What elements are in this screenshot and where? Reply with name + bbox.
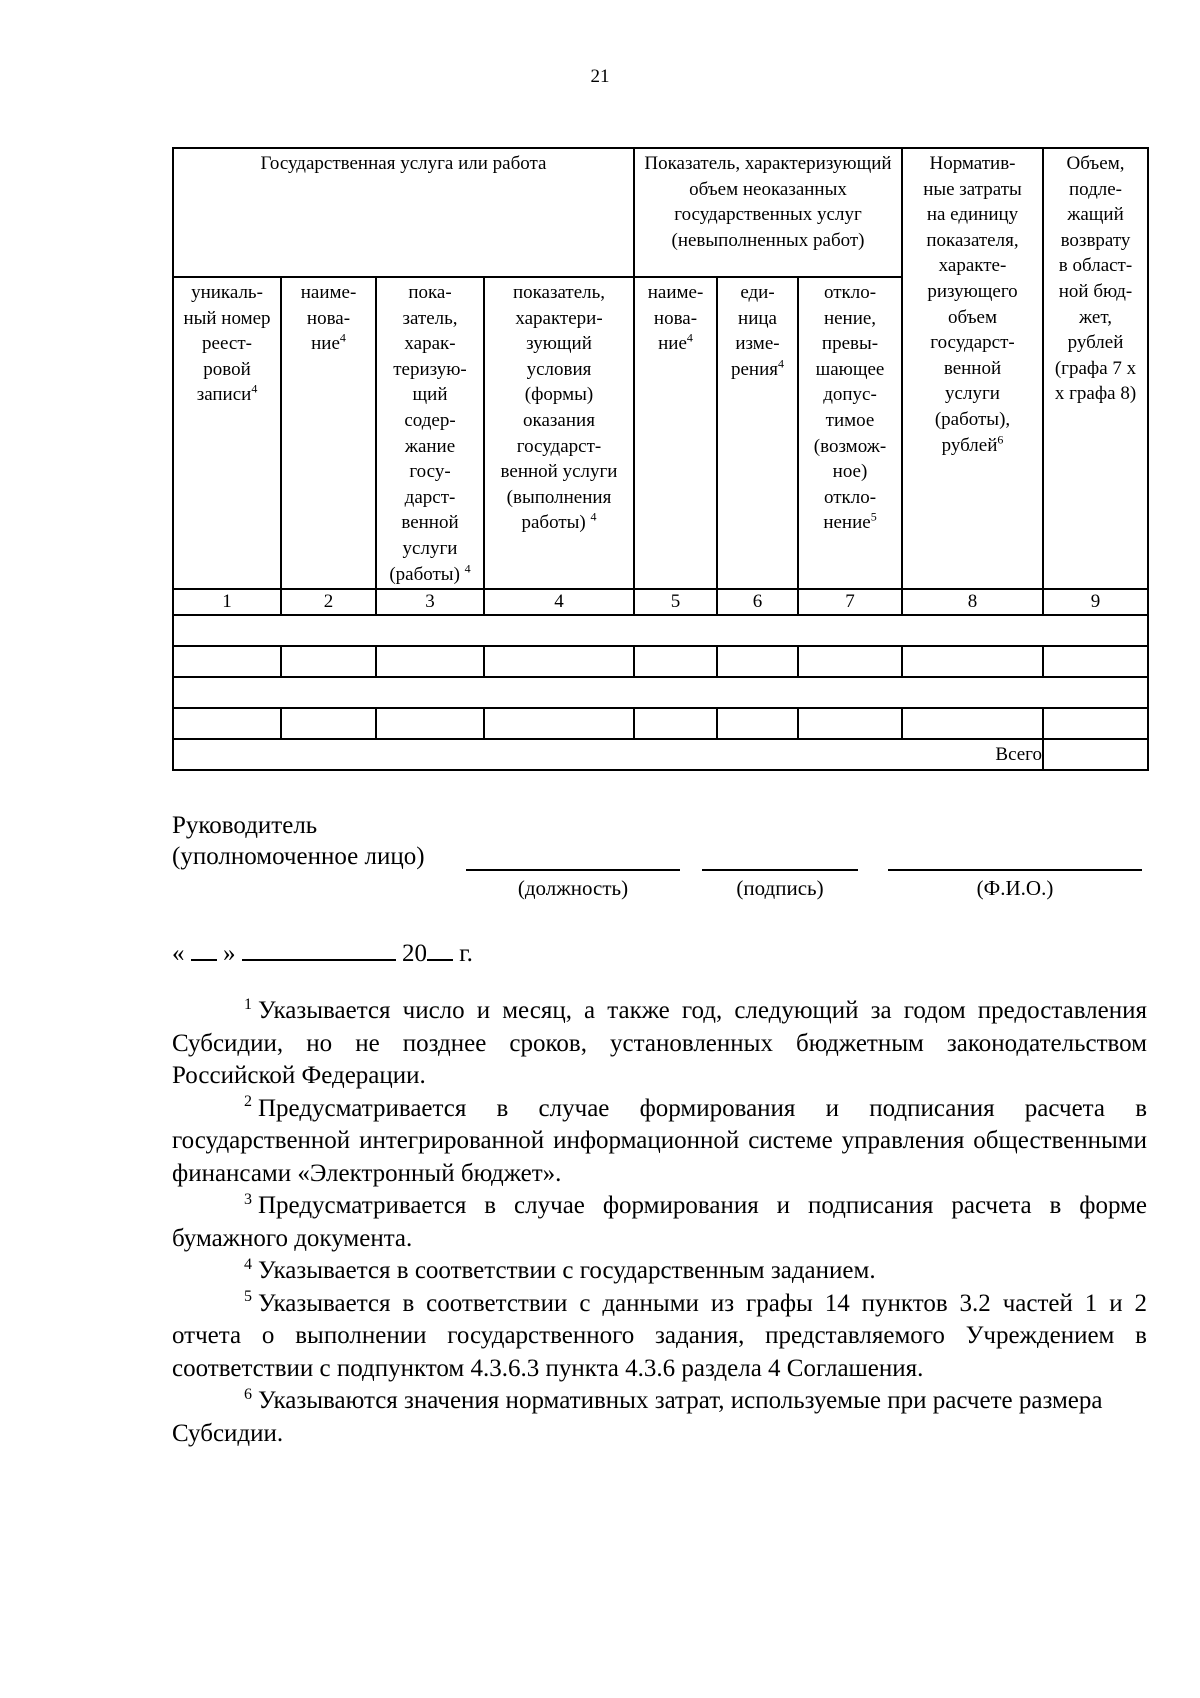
footnote-ref: 4 — [464, 561, 471, 576]
year-suffix: г. — [459, 940, 473, 967]
empty-cell — [798, 646, 902, 677]
column-number: 7 — [798, 589, 902, 615]
position-caption: (должность) — [517, 876, 629, 900]
footnote — [172, 1093, 1147, 1191]
date-open-quote: « — [172, 940, 185, 967]
header-text: наиме- нова- ние — [647, 282, 704, 355]
column-number: 1 — [173, 589, 281, 615]
empty-cell — [281, 646, 376, 677]
footnote-number: 5 — [244, 1288, 252, 1306]
header-service-group: Государственная услуга или работа — [173, 148, 634, 277]
header-text: пока- затель, харак- теризую- щий содер- жание госу- дарст- венной услуги (работы) — [389, 282, 467, 585]
empty-cell — [717, 708, 798, 739]
footnote-text: Предусматривается в случае формирования и подписания расчета в форме бумажного документа. — [172, 1192, 1147, 1252]
footnote-number: 6 — [244, 1385, 252, 1403]
empty-cell — [173, 708, 281, 739]
header-content-indicator — [376, 277, 484, 589]
empty-cell — [484, 708, 634, 739]
footnote — [172, 995, 1147, 1093]
header-deviation — [798, 277, 902, 589]
column-number: 9 — [1043, 589, 1148, 615]
footnote-ref: 4 — [590, 510, 597, 525]
header-service-name — [281, 277, 376, 589]
header-norm-costs — [902, 148, 1043, 589]
header-norm-costs-text: Норматив- ные затраты на единицу показателя, характе- ризующего объем государст- венной услуги (работы), рублей — [923, 153, 1022, 456]
footnote-ref: 4 — [251, 382, 258, 397]
table-row — [173, 646, 1148, 677]
footnote-ref: 5 — [870, 510, 877, 525]
empty-cell — [376, 708, 484, 739]
header-registry-number — [173, 277, 281, 589]
empty-cell — [1043, 708, 1148, 739]
empty-cell — [902, 708, 1043, 739]
footnote-text: Указывается в соответствии с данными из графы 14 пунктов 3.2 частей 1 и 2 отчета о выполнении государственного задания, представляемого Учреждением в соответствии с подпунктом 4.3.6.3 пункта 4.3.6 раздела 4 Соглашения. — [172, 1289, 1147, 1382]
column-number: 6 — [717, 589, 798, 615]
signatory-subtitle: (уполномоченное лицо) — [172, 843, 425, 870]
header-unit — [717, 277, 798, 589]
header-indicator-name — [634, 277, 717, 589]
footnote-ref: 6 — [997, 432, 1004, 447]
footnote — [172, 1385, 1147, 1450]
empty-cell — [902, 646, 1043, 677]
column-number: 8 — [902, 589, 1043, 615]
year-prefix: 20 — [402, 940, 427, 967]
footnote-text: Указываются значения нормативных затрат, используемые при расчете размера Субсидии. — [172, 1387, 1103, 1447]
column-number: 5 — [634, 589, 717, 615]
header-conditions-indicator — [484, 277, 634, 589]
total-label: Всего — [173, 739, 1043, 770]
total-row — [173, 739, 1148, 770]
subsidy-return-table — [172, 147, 1149, 771]
footnote-text: Указывается число и месяц, а также год, следующий за годом предоставления Субсидии, но не позднее сроков, установленных бюджетным законодательством Российской Федерации. — [172, 997, 1147, 1089]
empty-cell — [281, 708, 376, 739]
empty-cell — [717, 646, 798, 677]
footnote — [172, 1190, 1147, 1255]
header-text: наиме- нова- ние — [300, 282, 357, 355]
table-row-merged — [173, 615, 1148, 646]
empty-cell — [484, 646, 634, 677]
name-caption: (Ф.И.О.) — [976, 876, 1054, 900]
date-close-quote: » — [223, 940, 236, 967]
signatory-title: Руководитель — [172, 812, 318, 839]
header-text: показатель, характери- зующий условия (формы) оказания государст- венной услуги (выполнения работы) — [500, 282, 618, 534]
name-line — [888, 869, 1142, 871]
total-value-cell — [1043, 739, 1148, 770]
day-blank — [191, 935, 217, 961]
date-line — [172, 935, 473, 968]
footnote-number: 3 — [244, 1190, 252, 1208]
header-text: откло- нение, превы- шающее допус- тимое (возмож- ное) откло- нение — [813, 282, 887, 534]
header-indicator-group: Показатель, характеризующий объем неоказанных государственных услуг (невыполненных работ) — [634, 148, 902, 277]
header-text: еди- ница изме- рения — [730, 282, 780, 380]
year-blank — [427, 935, 453, 961]
footnote-text: Предусматривается в случае формирования и подписания расчета в государственной интегрированной информационной системе управления общественными финансами «Электронный бюджет». — [172, 1094, 1147, 1187]
header-return-volume: Объем, подле- жащий возврату в област- ной бюд- жет, рублей (графа 7 х х графа 8) — [1043, 148, 1148, 589]
empty-cell — [798, 708, 902, 739]
footnotes — [172, 995, 1147, 1450]
footnote — [172, 1288, 1147, 1386]
footnote-number: 4 — [244, 1255, 252, 1273]
footnote-number: 1 — [244, 995, 252, 1013]
table-row — [173, 708, 1148, 739]
footnote-number: 2 — [244, 1093, 252, 1111]
column-number: 4 — [484, 589, 634, 615]
footnote — [172, 1255, 1147, 1288]
table-row-merged — [173, 677, 1148, 708]
empty-cell — [634, 646, 717, 677]
footnote-ref: 4 — [686, 330, 693, 345]
footnote-ref: 4 — [339, 330, 346, 345]
empty-cell — [173, 646, 281, 677]
empty-cell — [173, 677, 1148, 708]
empty-cell — [1043, 646, 1148, 677]
empty-cell — [173, 615, 1148, 646]
header-text: уникаль- ный номер реест- ровой записи — [183, 282, 271, 406]
footnote-ref: 4 — [778, 356, 784, 371]
footnote-text: Указывается в соответствии с государственным заданием. — [258, 1257, 876, 1284]
column-number: 2 — [281, 589, 376, 615]
empty-cell — [634, 708, 717, 739]
page-number: 21 — [590, 66, 610, 87]
signature-line — [702, 869, 858, 871]
column-number: 3 — [376, 589, 484, 615]
column-number-row — [173, 589, 1148, 615]
signature-caption: (подпись) — [736, 876, 824, 900]
month-blank — [242, 935, 396, 961]
empty-cell — [376, 646, 484, 677]
position-line — [466, 869, 680, 871]
